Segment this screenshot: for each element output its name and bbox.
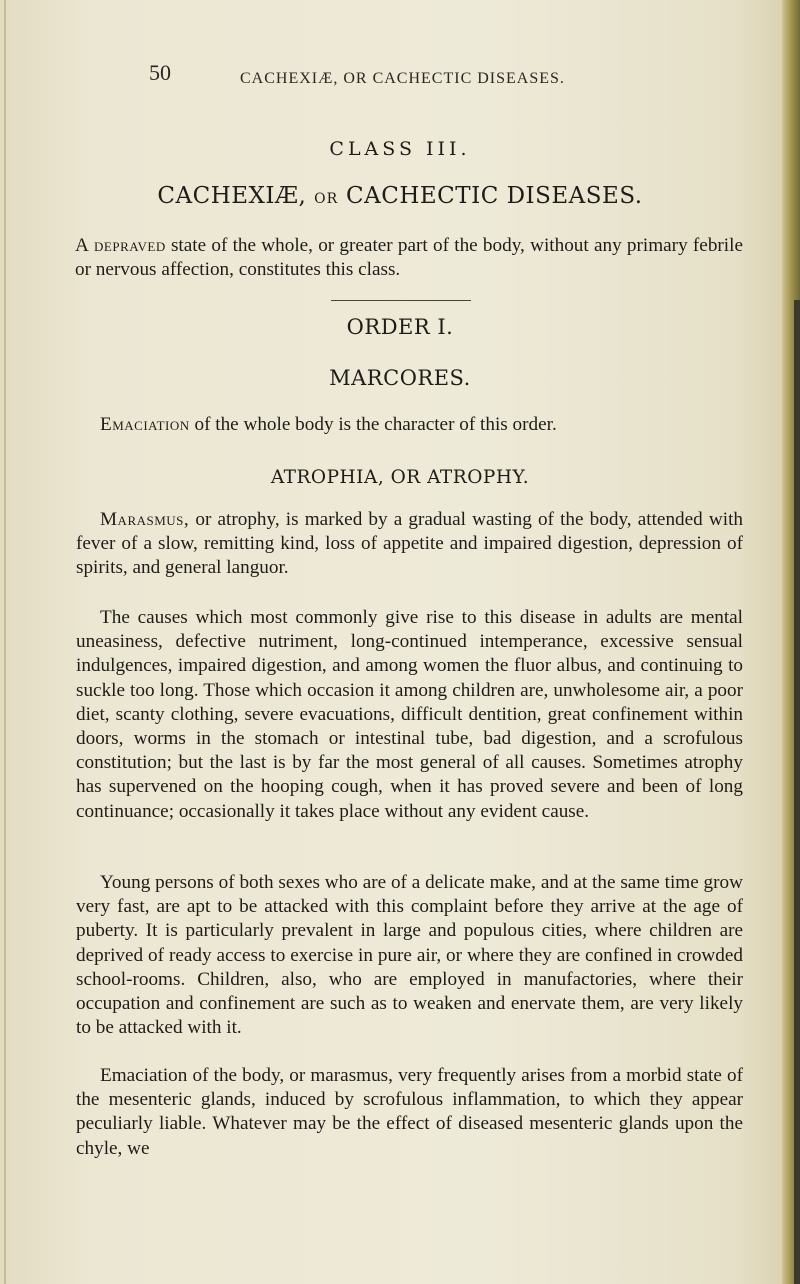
- section-title-right: CACHECTIC DISEASES.: [346, 183, 643, 209]
- paragraph-marasmus: [76, 508, 743, 581]
- order-definition-lead: Emaciation: [100, 414, 190, 435]
- running-head: CACHEXIÆ, OR CACHECTIC DISEASES.: [240, 70, 565, 87]
- section-divider: [331, 300, 471, 301]
- page-number: 50: [149, 60, 171, 85]
- order-heading: ORDER I.: [346, 315, 454, 339]
- paragraph-marasmus-text: or atrophy, is marked by a gradual wasting of the body, attended with fever of a slow, remitting kind, loss of appetite and impaired digestion, depression of spirits, and general languor.: [76, 509, 743, 579]
- page-edge-shadow: [794, 300, 800, 1284]
- section-title-or: OR: [314, 191, 339, 207]
- order-definition: [100, 413, 760, 437]
- paragraph-emaciation: Emaciation of the body, or marasmus, very frequently arises from a morbid state of the mesenteric glands, induced by scrofulous inflammation, to which they appear peculiarly liable. Whatever may be the effect of diseased mesenteric glands upon the chyle, we: [76, 1065, 743, 1159]
- disease-heading: ATROPHIA, OR ATROPHY.: [270, 467, 530, 488]
- class-heading: CLASS III.: [329, 138, 471, 160]
- section-title-left: CACHEXIÆ,: [157, 183, 307, 209]
- paragraph-young-persons: Young persons of both sexes who are of a delicate make, and at the same time grow very fast, are apt to be attacked with this complaint before they arrive at the age of puberty. It is particularly prevalent in large and populous cities, where children are deprived of ready access to exercise in pure air, or where they are confined in crowded school-rooms. Children, also, who are employed in manufactories, where their occupation and confinement are such as to weaken and enervate them, are very likely to be attacked with it.: [76, 872, 743, 1039]
- section-title: [0, 183, 800, 209]
- class-definition: [75, 234, 743, 282]
- paragraph-marasmus-lead: Marasmus,: [100, 509, 190, 530]
- class-definition-lead: A depraved: [75, 235, 166, 256]
- order-name: MARCORES.: [329, 366, 471, 390]
- order-definition-text: of the whole body is the character of this order.: [189, 414, 557, 435]
- class-definition-text: state of the whole, or greater part of the body, without any primary febrile or nervous affection, constitutes this class.: [75, 235, 743, 281]
- paragraph-causes: The causes which most commonly give rise to this disease in adults are mental uneasiness, defective nutriment, long-continued intemperance, excessive sensual indulgences, impaired digestion, and among women the fluor albus, and continuing to suckle too long. Those which occasion it among children are, unwholesome air, a poor diet, scanty clothing, severe evacuations, difficult dentition, great confinement within doors, worms in the stomach or intestinal tube, bad digestion, and a scrofulous constitution; but the last is by far the most general of all causes. Sometimes atrophy has supervened on the hooping cough, when it has proved severe and been of long continuance; occasionally it takes place without any evident cause.: [76, 607, 743, 822]
